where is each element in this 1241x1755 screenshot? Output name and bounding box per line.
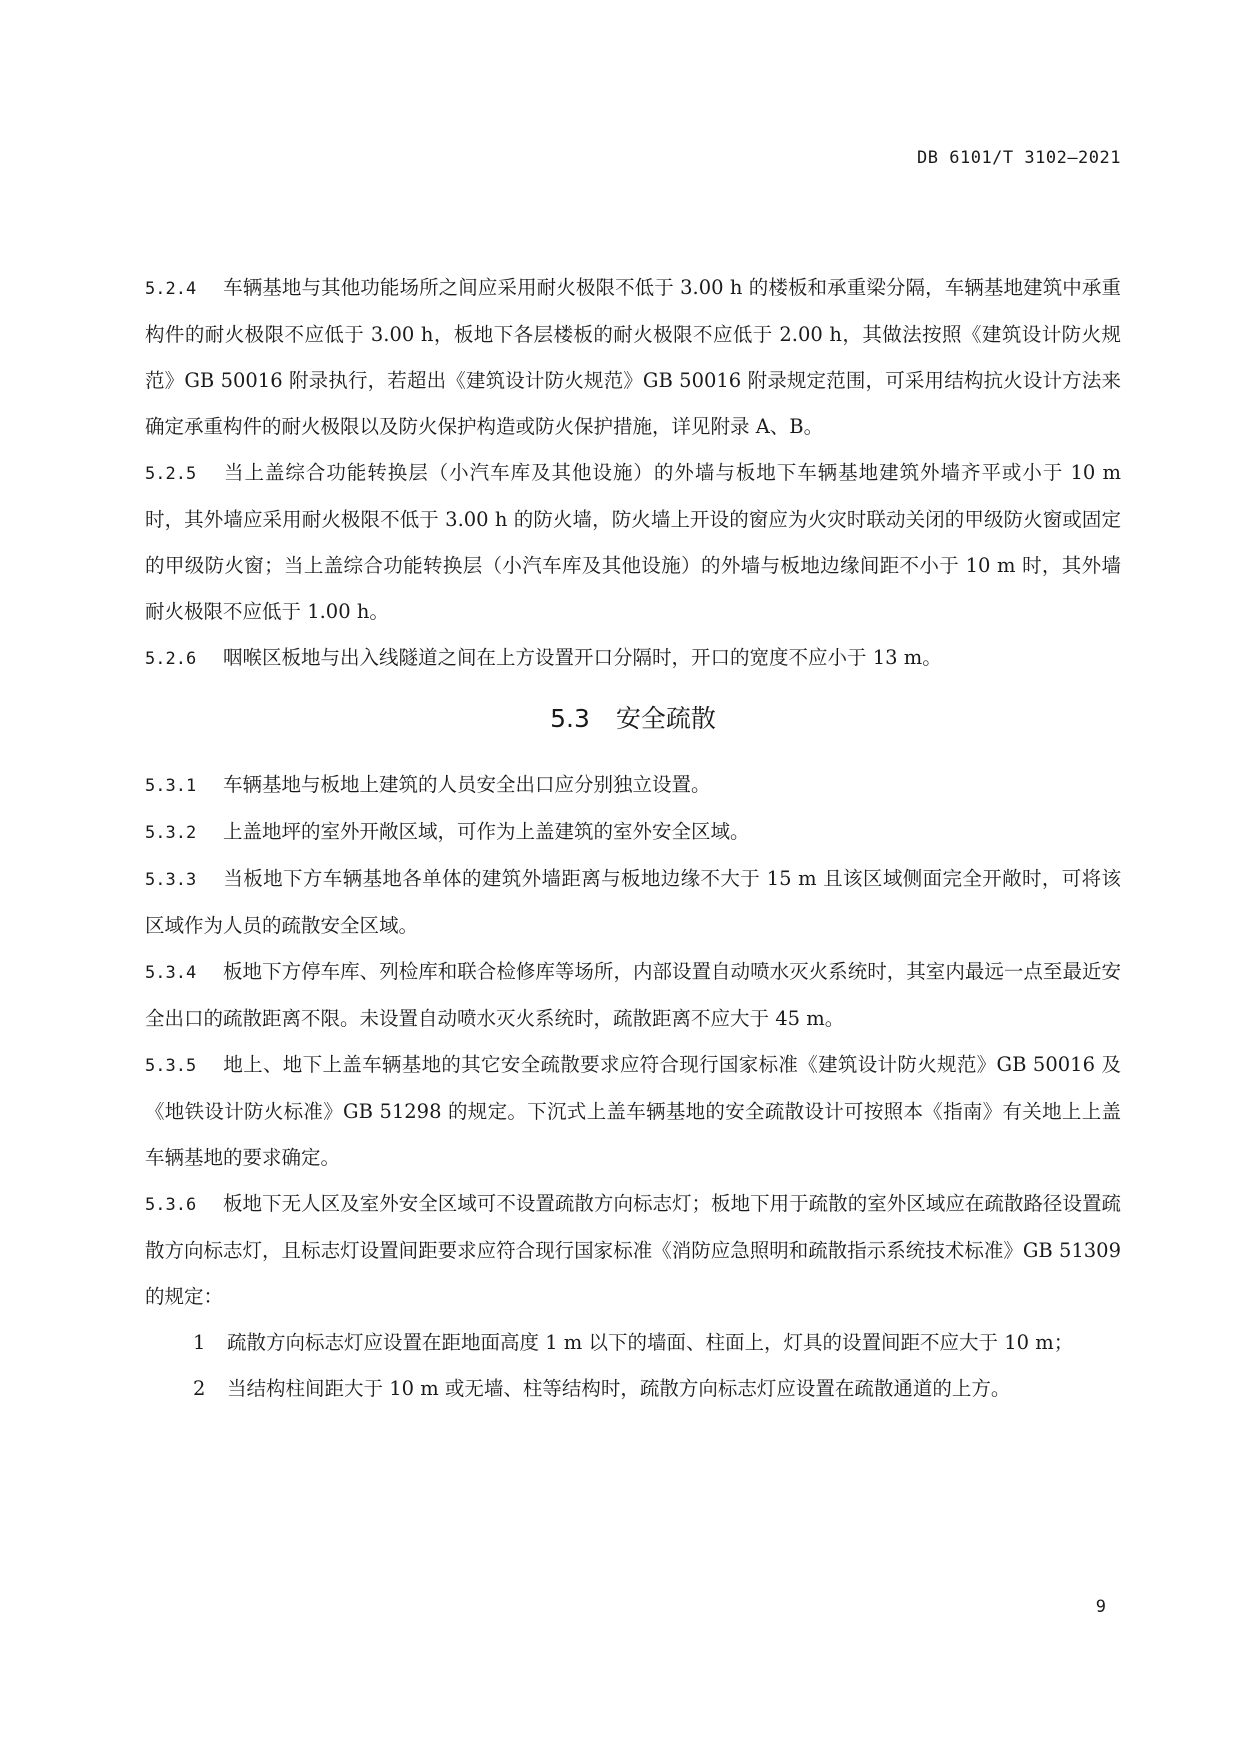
clause-5-3-1 [145, 762, 1121, 809]
clause-number: 5.3.5 [145, 1056, 197, 1076]
section-title-5-3 [145, 694, 1121, 744]
clause-5-3-4 [145, 949, 1121, 1042]
clause-text: 当上盖综合功能转换层（小汽车库及其他设施）的外墙与板地下车辆基地建筑外墙齐平或小于 10 m 时，其外墙应采用耐火极限不低于 3.00 h 的防火墙，防火墙上开设的窗应为火灾时联动关闭的甲级防火窗或固定的甲级防火窗；当上盖综合功能转换层（小汽车库及其他设施）的外墙与板地边缘间距不小于 10 m 时，其外墙耐火极限不应低于 1.00 h。 [145, 461, 1121, 623]
clause-text: 当板地下方车辆基地各单体的建筑外墙距离与板地边缘不大于 15 m 且该区域侧面完全开敞时，可将该区域作为人员的疏散安全区域。 [145, 867, 1121, 937]
clause-5-2-5 [145, 450, 1121, 635]
section-heading: 安全疏散 [615, 704, 716, 733]
document-id-header: DB 6101/T 3102—2021 [917, 148, 1121, 168]
clause-number: 5.2.5 [145, 464, 197, 484]
list-item-text: 疏散方向标志灯应设置在距地面高度 1 m 以下的墙面、柱面上，灯具的设置间距不应大于 10 m； [227, 1331, 1074, 1354]
list-item [145, 1320, 1121, 1366]
clause-text: 上盖地坪的室外开敞区域，可作为上盖建筑的室外安全区域。 [223, 820, 750, 843]
document-body [145, 265, 1121, 1412]
clause-5-2-4 [145, 265, 1121, 450]
clause-5-3-3 [145, 856, 1121, 949]
list-item-number: 1 [193, 1331, 206, 1354]
clause-number: 5.3.4 [145, 963, 197, 983]
clause-number: 5.3.3 [145, 870, 197, 890]
list-item [145, 1366, 1121, 1412]
clause-number: 5.3.1 [145, 776, 197, 796]
clause-5-3-6 [145, 1181, 1121, 1320]
clause-text: 车辆基地与其他功能场所之间应采用耐火极限不低于 3.00 h 的楼板和承重梁分隔，车辆基地建筑中承重构件的耐火极限不应低于 3.00 h，板地下各层楼板的耐火极限不应低于 2.00 h，其做法按照《建筑设计防火规范》GB 50016 附录执行，若超出《建筑设计防火规范》GB 50016 附录规定范围，可采用结构抗火设计方法来确定承重构件的耐火极限以及防火保护构造或防火保护措施，详见附录 A、B。 [145, 276, 1121, 438]
clause-number: 5.2.4 [145, 279, 197, 299]
clause-text: 咽喉区板地与出入线隧道之间在上方设置开口分隔时，开口的宽度不应小于 13 m。 [223, 646, 942, 669]
clause-5-2-6 [145, 635, 1121, 682]
list-item-text: 当结构柱间距大于 10 m 或无墙、柱等结构时，疏散方向标志灯应设置在疏散通道的上方。 [227, 1377, 1011, 1400]
clause-5-3-5 [145, 1042, 1121, 1181]
clause-5-3-2 [145, 809, 1121, 856]
page-number: 9 [1095, 1597, 1106, 1617]
clause-text: 地上、地下上盖车辆基地的其它安全疏散要求应符合现行国家标准《建筑设计防火规范》GB 50016 及《地铁设计防火标准》GB 51298 的规定。下沉式上盖车辆基地的安全疏散设计可按照本《指南》有关地上上盖车辆基地的要求确定。 [145, 1053, 1121, 1169]
clause-number: 5.3.2 [145, 823, 197, 843]
clause-text: 板地下方停车库、列检库和联合检修库等场所，内部设置自动喷水灭火系统时，其室内最远一点至最近安全出口的疏散距离不限。未设置自动喷水灭火系统时，疏散距离不应大于 45 m。 [145, 960, 1121, 1030]
list-item-number: 2 [193, 1377, 206, 1400]
clause-text: 车辆基地与板地上建筑的人员安全出口应分别独立设置。 [223, 773, 711, 796]
clause-number: 5.3.6 [145, 1195, 197, 1215]
clause-text: 板地下无人区及室外安全区域可不设置疏散方向标志灯；板地下用于疏散的室外区域应在疏散路径设置疏散方向标志灯，且标志灯设置间距要求应符合现行国家标准《消防应急照明和疏散指示系统技术标准》GB 51309 的规定： [145, 1192, 1121, 1308]
section-number: 5.3 [550, 704, 590, 733]
clause-number: 5.2.6 [145, 649, 197, 669]
